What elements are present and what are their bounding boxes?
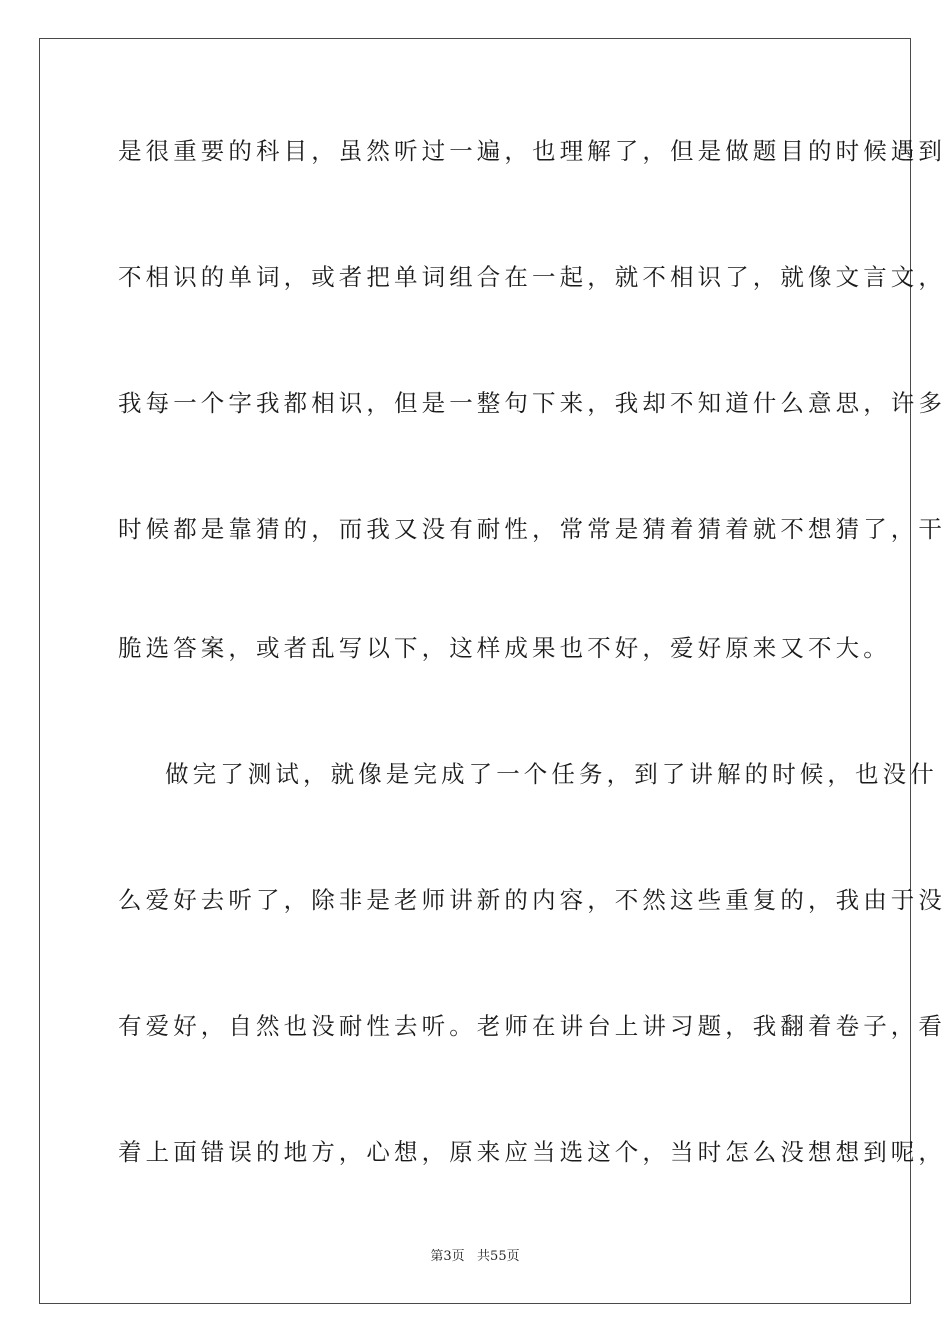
text-line: 脆选答案，或者乱写以下，这样成果也不好，爱好原来又不大。 <box>118 634 891 662</box>
text-line: 时候都是靠猜的，而我又没有耐性，常常是猜着猜着就不想猜了，干 <box>118 515 946 543</box>
text-line: 是很重要的科目，虽然听过一遍，也理解了，但是做题目的时候遇到 <box>118 137 946 165</box>
text-line: 着上面错误的地方，心想，原来应当选这个，当时怎么没想想到呢， <box>118 1138 946 1166</box>
paragraph-first-line: 做完了测试，就像是完成了一个任务，到了讲解的时候，也没什 <box>165 760 938 788</box>
text-line: 不相识的单词，或者把单词组合在一起，就不相识了，就像文言文， <box>118 263 946 291</box>
page-border <box>39 38 946 1304</box>
text-line: 有爱好，自然也没耐性去听。老师在讲台上讲习题，我翻着卷子，看 <box>118 1012 946 1040</box>
text-line: 我每一个字我都相识，但是一整句下来，我却不知道什么意思，许多 <box>118 389 946 417</box>
page-number-footer: 第3页 共55页 <box>430 1249 520 1264</box>
text-line: 么爱好去听了，除非是老师讲新的内容，不然这些重复的，我由于没 <box>118 886 946 914</box>
